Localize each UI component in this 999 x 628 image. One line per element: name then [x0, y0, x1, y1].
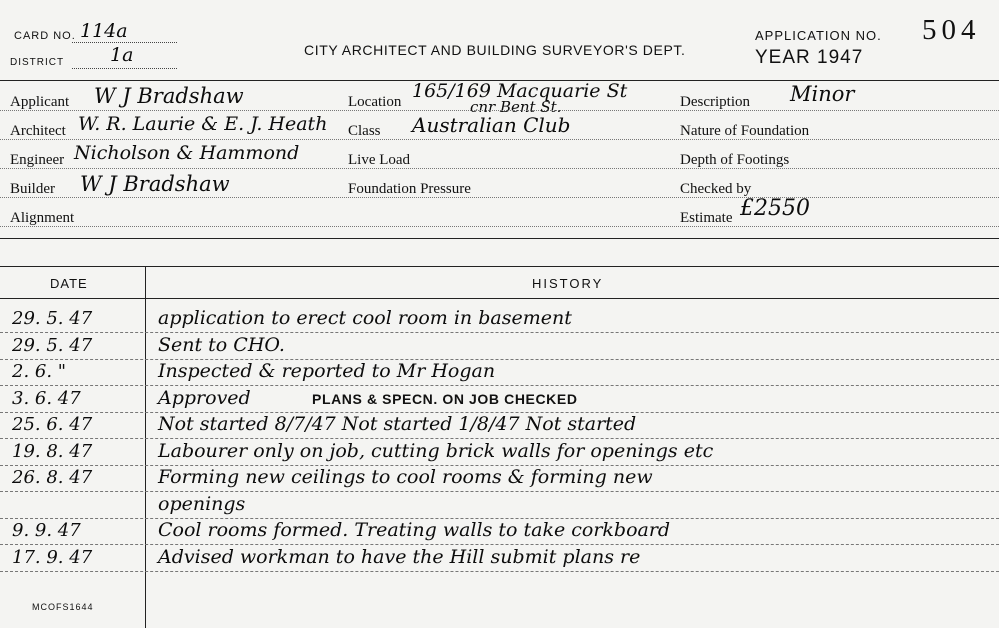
row-history-entry: Inspected & reported to Mr Hogan — [158, 360, 496, 382]
table-header-rule — [0, 298, 999, 299]
builder-label: Builder — [10, 181, 55, 197]
table-top-rule — [0, 266, 999, 267]
row-guide-line — [0, 332, 999, 333]
applicant-value: W J Bradshaw — [94, 84, 244, 108]
row-history-entry: Approved — [158, 386, 251, 409]
row-history-entry: Not started 8/7/47 Not started 1/8/47 Not started — [158, 413, 637, 435]
engineer-label: Engineer — [10, 152, 65, 168]
details-bottom-rule — [0, 238, 999, 239]
row-date: 26. 8. 47 — [12, 467, 93, 488]
row-history-entry: Sent to CHO. — [158, 333, 285, 356]
description-value: Minor — [790, 82, 855, 106]
location-label: Location — [348, 94, 402, 110]
row-history-entry: Forming new ceilings to cool rooms & forming new — [158, 466, 653, 488]
details-guide-4 — [0, 197, 999, 198]
applicant-label: Applicant — [10, 94, 70, 110]
row-guide-line — [0, 491, 999, 492]
row-date: 3. 6. 47 — [12, 387, 81, 409]
application-number: 504 — [922, 14, 981, 46]
foundation-pressure-label: Foundation Pressure — [348, 181, 471, 197]
year-label: YEAR 1947 — [755, 47, 864, 68]
nature-of-foundation-label: Nature of Foundation — [680, 123, 810, 139]
row-history-entry: application to erect cool room in basement — [158, 307, 572, 329]
details-guide-5 — [0, 226, 999, 227]
row-date: 9. 9. 47 — [12, 520, 81, 541]
row-history-entry: openings — [158, 492, 246, 515]
alignment-label: Alignment — [10, 210, 75, 226]
history-column-header: HISTORY — [532, 276, 604, 291]
details-guide-3 — [0, 168, 999, 169]
row-date: 19. 8. 47 — [12, 440, 93, 462]
description-label: Description — [680, 94, 750, 110]
architect-label: Architect — [10, 123, 66, 139]
builder-value: W J Bradshaw — [80, 172, 230, 196]
form-code: MCOFS1644 — [32, 602, 94, 612]
estimate-value: £2550 — [740, 196, 810, 221]
details-guide-2 — [0, 139, 999, 140]
row-guide-line — [0, 571, 999, 572]
row-history-entry: Labourer only on job, cutting brick walls for openings etc — [158, 439, 714, 462]
row-date: 2. 6. " — [12, 361, 67, 382]
class-value: Australian Club — [412, 113, 571, 137]
depth-of-footings-label: Depth of Footings — [680, 152, 790, 168]
architect-value: W. R. Laurie & E. J. Heath — [78, 113, 328, 135]
district-underline — [72, 68, 177, 69]
class-label: Class — [348, 123, 381, 139]
district-value: 1a — [110, 44, 134, 66]
card-no-value: 114a — [80, 20, 128, 42]
date-column-header: DATE — [50, 276, 88, 291]
row-date: 29. 5. 47 — [12, 308, 93, 329]
row-date: 29. 5. 47 — [12, 334, 93, 356]
application-label: APPLICATION NO. — [755, 28, 882, 43]
row-guide-line — [0, 385, 999, 386]
row-history-entry: Cool rooms formed. Treating walls to take corkboard — [158, 519, 671, 541]
location-value-line2: cnr Bent St. — [470, 98, 562, 116]
estimate-label: Estimate — [680, 210, 733, 226]
location-value: 165/169 Macquarie St — [412, 80, 628, 102]
row-stamp: PLANS & SPECN. ON JOB CHECKED — [312, 390, 578, 407]
card-no-label: CARD NO. — [14, 30, 76, 42]
engineer-value: Nicholson & Hammond — [74, 142, 300, 164]
details-guide-1 — [0, 110, 999, 111]
live-load-label: Live Load — [348, 152, 411, 168]
checked-by-label: Checked by — [680, 181, 752, 197]
card-no-underline — [72, 42, 177, 43]
row-guide-line — [0, 359, 999, 360]
row-date: 17. 9. 47 — [12, 546, 93, 568]
row-date: 25. 6. 47 — [12, 414, 93, 435]
district-label: DISTRICT — [10, 57, 65, 68]
department-title: CITY ARCHITECT AND BUILDING SURVEYOR'S DEPT. — [304, 42, 686, 58]
row-history-entry: Advised workman to have the Hill submit plans re — [158, 545, 641, 568]
date-column-divider — [145, 266, 146, 628]
